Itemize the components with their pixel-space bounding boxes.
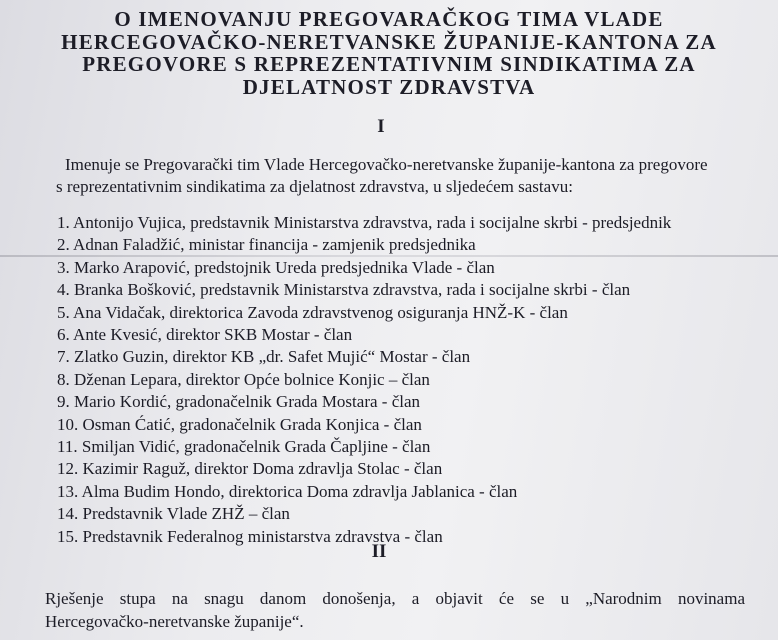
list-item: 11. Smiljan Vidić, gradonačelnik Grada Čapljine - član bbox=[57, 437, 431, 457]
list-item: 12. Kazimir Raguž, direktor Doma zdravlja Stolac - član bbox=[57, 459, 443, 479]
list-item: 15. Predstavnik Federalnog ministarstva zdravstva - član bbox=[57, 526, 443, 546]
intro-line-1: Imenuje se Pregovarački tim Vlade Hercegovačko-neretvanske županije-kantona za pregovore bbox=[65, 155, 708, 174]
list-item: 1. Antonijo Vujica, predstavnik Ministarstva zdravstva, rada i socijalne skrbi - predsjednik bbox=[57, 213, 672, 232]
list-item: 4. Branka Bošković, predstavnik Ministarstva zdravstva, rada i socijalne skrbi - član bbox=[57, 280, 631, 300]
section-2-numeral: II bbox=[371, 541, 387, 562]
closing-line-2: Hercegovačko-neretvanske županije“. bbox=[45, 612, 304, 631]
title-line-1: O IMENOVANJU PREGOVARAČKOG TIMA VLADE bbox=[114, 7, 664, 31]
member-list bbox=[57, 212, 671, 548]
list-item: 5. Ana Vidačak, direktorica Zavoda zdravstvenog osiguranja HNŽ-K - član bbox=[57, 302, 568, 322]
intro-line-2: s reprezentativnim sindikatima za djelatnost zdravstva, u sljedećem sastavu: bbox=[56, 177, 573, 196]
list-item: 9. Mario Kordić, gradonačelnik Grada Mostara - član bbox=[57, 392, 421, 412]
list-item: 10. Osman Ćatić, gradonačelnik Grada Konjica - član bbox=[57, 414, 422, 434]
list-item: 8. Dženan Lepara, direktor Opće bolnice Konjic – član bbox=[57, 369, 430, 389]
list-item: 3. Marko Arapović, predstojnik Ureda predsjednika Vlade - član bbox=[57, 257, 495, 277]
list-item: 2. Adnan Faladžić, ministar financija - zamjenik predsjednika bbox=[57, 235, 476, 255]
list-item: 14. Predstavnik Vlade ZHŽ – član bbox=[57, 504, 290, 524]
list-item: 7. Zlatko Guzin, direktor KB „dr. Safet Mujić“ Mostar - član bbox=[57, 347, 471, 367]
title-line-4: DJELATNOST ZDRAVSTVA bbox=[242, 75, 536, 99]
section-1-numeral: I bbox=[377, 116, 385, 137]
list-item: 13. Alma Budim Hondo, direktorica Doma zdravlja Jablanica - član bbox=[57, 481, 518, 501]
title-line-2: HERCEGOVAČKO-NERETVANSKE ŽUPANIJE-KANTONA ZA bbox=[61, 30, 717, 54]
title-line-3: PREGOVORE S REPREZENTATIVNIM SINDIKATIMA ZA bbox=[82, 52, 696, 76]
list-item: 6. Ante Kvesić, direktor SKB Mostar - član bbox=[57, 325, 353, 345]
closing-line-1: Rješenje stupa na snagu danom donošenja, a objavit će se u „Narodnim novinama bbox=[45, 589, 745, 608]
